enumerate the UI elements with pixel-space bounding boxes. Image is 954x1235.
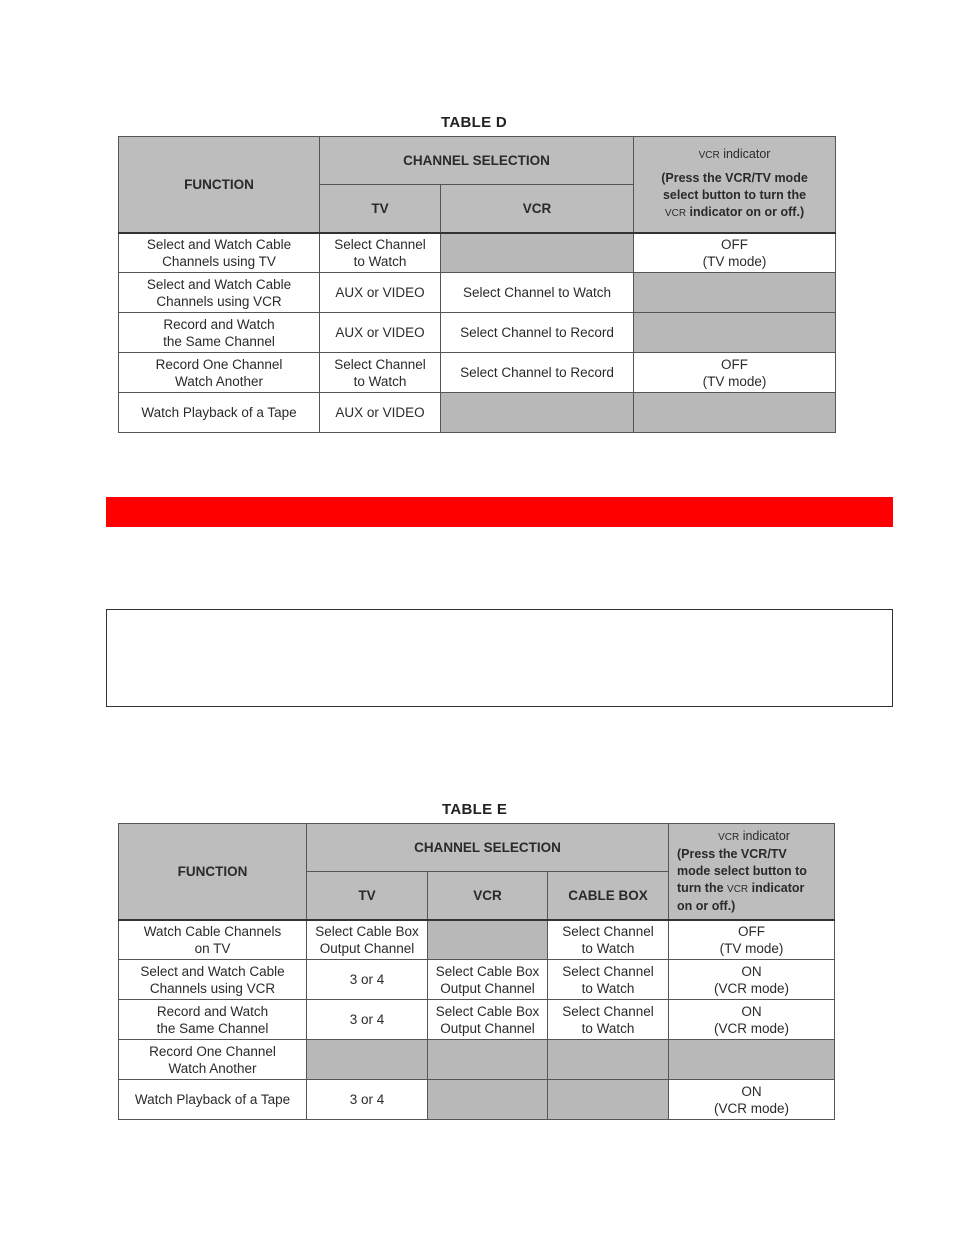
table-e-row3-vcr: Select Cable Box Output Channel: [428, 1000, 548, 1040]
table-row: [119, 1080, 835, 1120]
table-d-row2-tv: AUX or VIDEO: [320, 273, 441, 313]
table-row: [119, 960, 835, 1000]
note-box: [106, 609, 893, 707]
table-e-indicator-note-small: VCR: [727, 883, 749, 895]
table-d-function-header: FUNCTION: [119, 137, 320, 233]
table-row: [119, 393, 836, 433]
table-d-tv-header: TV: [320, 185, 441, 233]
table-d-indicator-note-2: VCR indicator on or off.): [664, 205, 805, 220]
table-d-row4-tv: Select Channel to Watch: [320, 353, 441, 393]
table-d-indicator-title: VCR indicator: [698, 147, 771, 162]
table-e-row5-tv: 3 or 4: [307, 1080, 428, 1120]
table-d-channel-selection-header: CHANNEL SELECTION: [320, 137, 634, 185]
table-row: [119, 313, 836, 353]
table-e-title: TABLE E: [442, 801, 508, 818]
table-d-row5-vcr: [441, 393, 634, 433]
table-d-row2-vcr: Select Channel to Watch: [441, 273, 634, 313]
table-e-row3-cable-box: Select Channel to Watch: [548, 1000, 669, 1040]
table-d-row1-tv: Select Channel to Watch: [320, 233, 441, 273]
table-e-row1-tv: Select Cable Box Output Channel: [307, 920, 428, 960]
table-e-indicator-note-2: indicator on or off.): [677, 880, 805, 913]
table-e-indicator-header: [669, 824, 835, 920]
table-e-row5-indicator: ON (VCR mode): [669, 1080, 835, 1120]
table-d-row1-function: Select and Watch Cable Channels using TV: [119, 233, 320, 273]
table-e-vcr-header: VCR: [428, 872, 548, 920]
table-d-row3-function: Record and Watch the Same Channel: [119, 313, 320, 353]
table-e-row2-vcr: Select Cable Box Output Channel: [428, 960, 548, 1000]
table-d-row5-tv: AUX or VIDEO: [320, 393, 441, 433]
table-d-indicator-note: (Press the VCR/TV mode select button to turn the: [661, 171, 808, 203]
table-e-row5-vcr: [428, 1080, 548, 1120]
table-d-row5-indicator: [634, 393, 836, 433]
table-e-indicator-title: VCR indicator: [718, 828, 790, 843]
table-row: [119, 920, 835, 960]
table-row: [119, 1040, 835, 1080]
table-d-row3-indicator: [634, 313, 836, 353]
table-d-row4-indicator: OFF (TV mode): [634, 353, 836, 393]
table-e-row3-indicator: ON (VCR mode): [669, 1000, 835, 1040]
table-e-row5-cable-box: [548, 1080, 669, 1120]
table-row: [119, 1000, 835, 1040]
table-e-cable-box-header: CABLE BOX: [548, 872, 669, 920]
table-e: [118, 823, 835, 1120]
table-e-indicator-note: (Press the VCR/TV mode select button to turn the: [677, 846, 807, 895]
table-e-row1-vcr: [428, 920, 548, 960]
table-e-row4-indicator: [669, 1040, 835, 1080]
table-e-row1-cable-box: Select Channel to Watch: [548, 920, 669, 960]
table-d-row1-indicator: OFF (TV mode): [634, 233, 836, 273]
table-d-row2-function: Select and Watch Cable Channels using VCR: [119, 273, 320, 313]
table-e-row3-function: Record and Watch the Same Channel: [119, 1000, 307, 1040]
table-e-row4-tv: [307, 1040, 428, 1080]
table-d-row3-vcr: Select Channel to Record: [441, 313, 634, 353]
table-e-row2-function: Select and Watch Cable Channels using VCR: [119, 960, 307, 1000]
table-row: [119, 273, 836, 313]
table-e-row4-vcr: [428, 1040, 548, 1080]
table-e-row4-cable-box: [548, 1040, 669, 1080]
table-d-row2-indicator: [634, 273, 836, 313]
table-d-title: TABLE D: [441, 114, 507, 131]
table-row: [119, 233, 836, 273]
table-d-row5-function: Watch Playback of a Tape: [119, 393, 320, 433]
table-e-row5-function: Watch Playback of a Tape: [119, 1080, 307, 1120]
table-e-row4-function: Record One Channel Watch Another: [119, 1040, 307, 1080]
table-d-row4-vcr: Select Channel to Record: [441, 353, 634, 393]
table-e-row3-tv: 3 or 4: [307, 1000, 428, 1040]
table-d: [118, 136, 836, 433]
table-e-tv-header: TV: [307, 872, 428, 920]
table-e-row2-tv: 3 or 4: [307, 960, 428, 1000]
table-d-indicator-header: [634, 137, 836, 233]
table-row: [119, 353, 836, 393]
table-d-row4-function: Record One Channel Watch Another: [119, 353, 320, 393]
red-banner: [106, 497, 893, 527]
table-d-row3-tv: AUX or VIDEO: [320, 313, 441, 353]
table-e-row2-indicator: ON (VCR mode): [669, 960, 835, 1000]
table-d-row1-vcr: [441, 233, 634, 273]
table-e-row1-indicator: OFF (TV mode): [669, 920, 835, 960]
table-e-row1-function: Watch Cable Channels on TV: [119, 920, 307, 960]
table-d-vcr-header: VCR: [441, 185, 634, 233]
table-e-channel-selection-header: CHANNEL SELECTION: [307, 824, 669, 872]
table-e-row2-cable-box: Select Channel to Watch: [548, 960, 669, 1000]
table-e-function-header: FUNCTION: [119, 824, 307, 920]
